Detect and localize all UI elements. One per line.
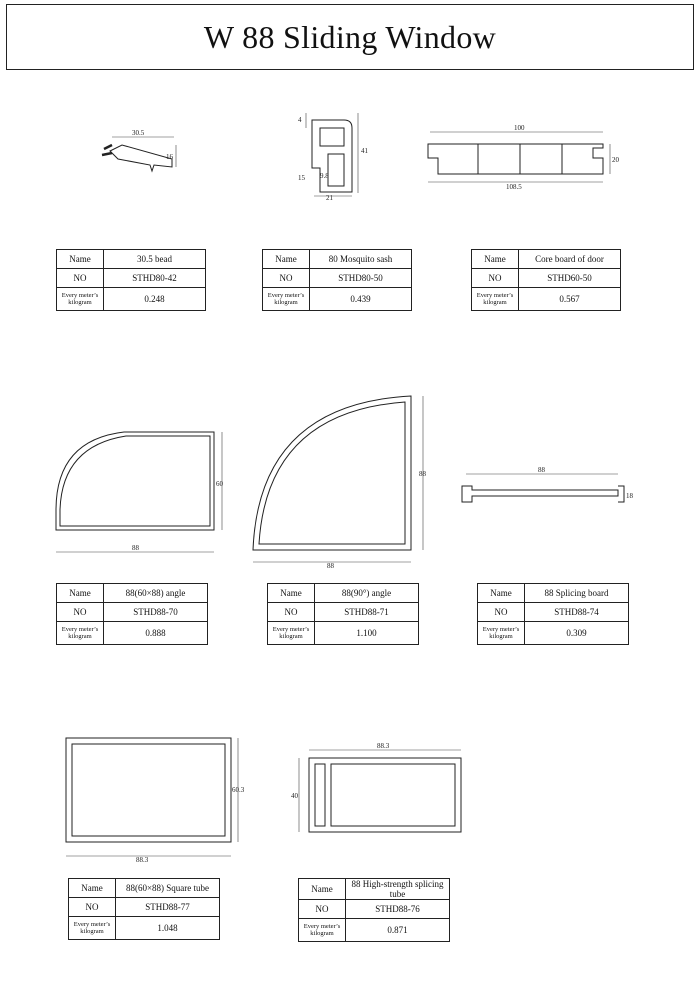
dim-label: 40 <box>291 792 298 800</box>
weight-label: Every meter’s kilogram <box>57 288 104 311</box>
high-strength-tube-drawing <box>285 742 470 837</box>
spec-table-splicing-board <box>477 583 629 645</box>
mosquito-sash-drawing <box>298 108 378 203</box>
product-weight: 0.888 <box>104 622 208 645</box>
product-name: Core board of door <box>519 250 621 269</box>
bead-profile-drawing <box>92 125 182 190</box>
dim-label: 108.5 <box>506 183 522 191</box>
spec-table-core-board <box>471 249 621 311</box>
product-name: 88(60×88) Square tube <box>116 879 220 898</box>
angle-60x88-drawing <box>44 420 234 560</box>
spec-table-angle-90 <box>267 583 419 645</box>
product-weight: 1.048 <box>116 917 220 940</box>
no-label: NO <box>263 269 310 288</box>
weight-label: Every meter’s kilogram <box>299 919 346 942</box>
dim-label: 18 <box>626 492 633 500</box>
dim-label: 88 <box>538 466 545 474</box>
weight-label: Every meter’s kilogram <box>472 288 519 311</box>
product-name: 88(90°) angle <box>315 584 419 603</box>
dim-label: 88 <box>419 470 426 478</box>
weight-label: Every meter’s kilogram <box>69 917 116 940</box>
no-label: NO <box>69 898 116 917</box>
splicing-board-drawing <box>458 468 638 513</box>
product-no: STHD60-50 <box>519 269 621 288</box>
product-weight: 0.309 <box>525 622 629 645</box>
dim-label: 9.8 <box>320 172 329 180</box>
name-label: Name <box>478 584 525 603</box>
product-no: STHD88-71 <box>315 603 419 622</box>
no-label: NO <box>57 269 104 288</box>
dim-label: 60.3 <box>232 786 245 794</box>
product-no: STHD88-77 <box>116 898 220 917</box>
product-no: STHD88-76 <box>346 900 450 919</box>
product-no: STHD88-74 <box>525 603 629 622</box>
weight-label: Every meter’s kilogram <box>57 622 104 645</box>
dim-label: 88.3 <box>136 856 149 864</box>
name-label: Name <box>69 879 116 898</box>
product-no: STHD88-70 <box>104 603 208 622</box>
name-label: Name <box>57 250 104 269</box>
product-weight: 0.567 <box>519 288 621 311</box>
product-no: STHD80-42 <box>104 269 206 288</box>
angle-90-drawing <box>245 390 435 570</box>
name-label: Name <box>472 250 519 269</box>
product-name: 88 High-strength splicing tube <box>346 879 450 900</box>
dim-label: 4 <box>298 116 302 124</box>
product-name: 30.5 bead <box>104 250 206 269</box>
no-label: NO <box>472 269 519 288</box>
name-label: Name <box>299 879 346 900</box>
square-tube-drawing <box>56 730 246 865</box>
product-weight: 0.871 <box>346 919 450 942</box>
product-no: STHD80-50 <box>310 269 412 288</box>
page-title: W 88 Sliding Window <box>203 18 497 55</box>
core-board-drawing <box>418 124 618 194</box>
dim-label: 88 <box>327 562 334 570</box>
dim-label: 15 <box>298 174 305 182</box>
product-name: 88(60×88) angle <box>104 584 208 603</box>
name-label: Name <box>268 584 315 603</box>
no-label: NO <box>268 603 315 622</box>
dim-label: 16 <box>166 153 173 161</box>
spec-table-mosquito-sash <box>262 249 412 311</box>
weight-label: Every meter’s kilogram <box>268 622 315 645</box>
dim-label: 21 <box>326 194 333 202</box>
no-label: NO <box>478 603 525 622</box>
spec-table-bead <box>56 249 206 311</box>
dim-label: 20 <box>612 156 619 164</box>
dim-label: 88 <box>132 544 139 552</box>
dim-label: 60 <box>216 480 223 488</box>
product-weight: 0.439 <box>310 288 412 311</box>
weight-label: Every meter’s kilogram <box>263 288 310 311</box>
product-weight: 0.248 <box>104 288 206 311</box>
dim-label: 30.5 <box>132 129 145 137</box>
name-label: Name <box>263 250 310 269</box>
product-name: 88 Splicing board <box>525 584 629 603</box>
spec-table-high-strength-tube <box>298 878 450 942</box>
weight-label: Every meter’s kilogram <box>478 622 525 645</box>
dim-label: 88.3 <box>377 742 390 750</box>
product-name: 80 Mosquito sash <box>310 250 412 269</box>
product-weight: 1.100 <box>315 622 419 645</box>
spec-table-angle-60x88 <box>56 583 208 645</box>
no-label: NO <box>299 900 346 919</box>
name-label: Name <box>57 584 104 603</box>
dim-label: 41 <box>361 147 368 155</box>
spec-table-square-tube <box>68 878 220 940</box>
dim-label: 100 <box>514 124 525 132</box>
no-label: NO <box>57 603 104 622</box>
page-title-box <box>6 4 694 70</box>
